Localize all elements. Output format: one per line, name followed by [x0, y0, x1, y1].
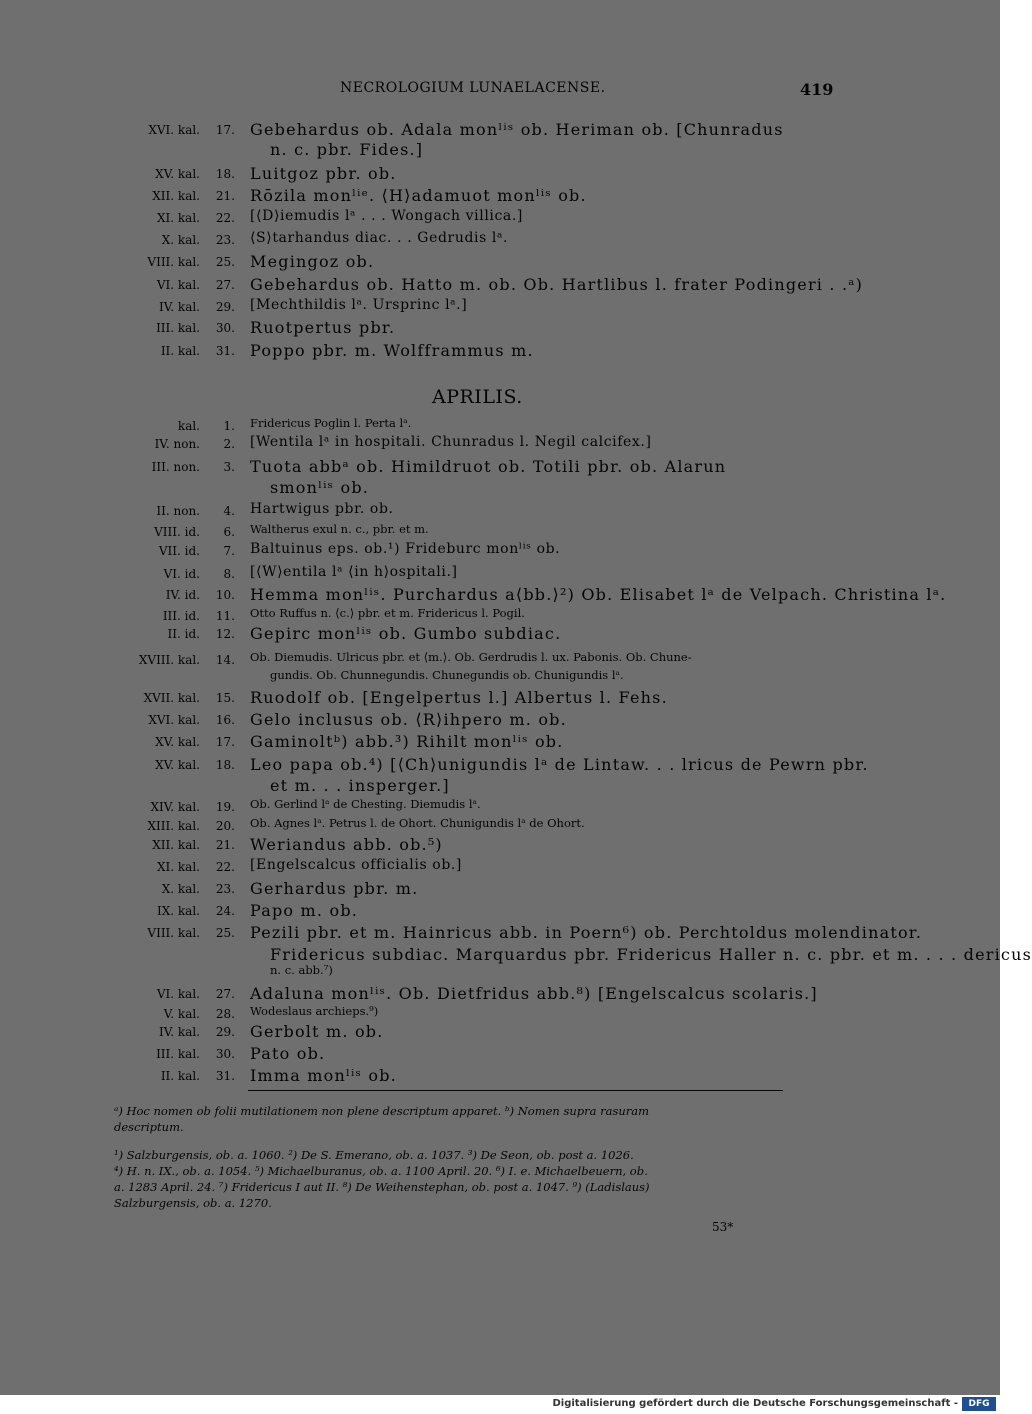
entry-date: IV. kal.: [158, 300, 200, 314]
entry-day: 23.: [215, 233, 235, 247]
entry-day: 25.: [215, 255, 235, 269]
entry-text: Papo m. ob.: [250, 901, 359, 920]
entry-text: ⟨S⟩tarhandus diac. . . Gedrudis lᵃ.: [250, 230, 509, 246]
page-number: 419: [800, 80, 834, 99]
entry-text: Hartwigus pbr. ob.: [250, 501, 394, 517]
entry-text: Poppo pbr. m. Wolfframmus m.: [250, 341, 534, 360]
entry-date: XV. kal.: [155, 758, 200, 772]
entry-date: IX. kal.: [157, 904, 200, 918]
footer-text: Digitalisierung gefördert durch die Deutsche Forschungsgemeinschaft -: [552, 1398, 958, 1409]
entry-text: Ob. Agnes lᵃ. Petrus l. de Ohort. Chunigundis lᵃ de Ohort.: [250, 816, 585, 830]
entry-text: [⟨D⟩iemudis lᵃ . . . Wongach villica.]: [250, 208, 523, 224]
entry-day: 31.: [215, 344, 235, 358]
entry-day: 14.: [215, 653, 235, 667]
entry-date: IV. non.: [154, 437, 200, 451]
entry-day: 12.: [215, 627, 235, 641]
entry-text: Gebehardus ob. Adala monˡⁱˢ ob. Heriman ob. [Chunradus: [250, 120, 784, 139]
entry-day: 18.: [215, 167, 235, 181]
entry-date: XVIII. kal.: [138, 653, 200, 667]
entry-text: [Mechthildis lᵃ. Ursprinc lᵃ.]: [250, 297, 468, 313]
entry-text: [Wentila lᵃ in hospitali. Chunradus l. Negil calcifex.]: [250, 434, 652, 450]
entry-day: 29.: [215, 1025, 235, 1039]
entry-day: 3.: [223, 460, 235, 474]
entry-date: VI. kal.: [156, 987, 200, 1001]
entry-day: 29.: [215, 300, 235, 314]
entry-date: XI. kal.: [157, 211, 200, 225]
entry-date: XIV. kal.: [150, 800, 200, 814]
entry-day: 30.: [215, 1047, 235, 1061]
entry-date: II. kal.: [160, 344, 200, 358]
entry-day: 17.: [215, 123, 235, 137]
footnote-line: a. 1283 April. 24. ⁷) Fridericus I aut II. ⁸) De Weihenstephan, ob. post a. 1047. ⁹) (Ladislaus): [114, 1180, 650, 1194]
entry-text: Gaminoltᵇ) abb.³) Rihilt monˡⁱˢ ob.: [250, 732, 564, 751]
entry-date: III. non.: [151, 460, 200, 474]
entry-text: Pato ob.: [250, 1044, 326, 1063]
entry-date: VI. id.: [163, 567, 200, 581]
entry-date: XVI. kal.: [148, 713, 200, 727]
entry-text: Pezili pbr. et m. Hainricus abb. in Poern⁶) ob. Perchtoldus molendinator.: [250, 923, 923, 942]
entry-date: VIII. kal.: [147, 926, 200, 940]
entry-day: 2.: [223, 437, 235, 451]
entry-date: XII. kal.: [152, 838, 200, 852]
entry-text: Adaluna monˡⁱˢ. Ob. Dietfridus abb.⁸) [Engelscalcus scolaris.]: [250, 984, 818, 1003]
entry-text: Gebehardus ob. Hatto m. ob. Ob. Hartlibus l. frater Podingeri . .ᵃ): [250, 275, 864, 294]
entry-date: X. kal.: [161, 233, 200, 247]
entry-day: 31.: [215, 1069, 235, 1083]
entry-text: Gepirc monˡⁱˢ ob. Gumbo subdiac.: [250, 624, 562, 643]
entry-text: Gerhardus pbr. m.: [250, 879, 419, 898]
entry-date: VII. id.: [158, 544, 200, 558]
entry-day: 27.: [215, 278, 235, 292]
dfg-logo: DFG: [962, 1397, 996, 1411]
entry-day: 1.: [223, 419, 235, 433]
entry-day: 19.: [215, 800, 235, 814]
digitization-footer: [0, 1395, 1000, 1414]
signature-mark: 53*: [712, 1220, 734, 1234]
footnote-line: ¹) Salzburgensis, ob. a. 1060. ²) De S. Emerano, ob. a. 1037. ³) De Seon, ob. post a. 1026.: [114, 1148, 634, 1162]
entry-day: 21.: [215, 838, 235, 852]
entry-day: 24.: [215, 904, 235, 918]
entry-date: XI. kal.: [157, 860, 200, 874]
entry-text: Wodeslaus archieps.⁹): [250, 1004, 379, 1018]
entry-date: VIII. kal.: [147, 255, 200, 269]
entry-text: Megingoz ob.: [250, 252, 375, 271]
entry-day: 4.: [223, 504, 235, 518]
entry-text: Luitgoz pbr. ob.: [250, 164, 397, 183]
entry-date: X. kal.: [161, 882, 200, 896]
entry-text: [Engelscalcus officialis ob.]: [250, 857, 462, 873]
entry-day: 18.: [215, 758, 235, 772]
entry-text: [⟨W⟩entila lᵃ ⟨in h⟩ospitali.]: [250, 564, 458, 580]
entry-continuation: gundis. Ob. Chunnegundis. Chunegundis ob. Chunigundis lᵃ.: [270, 668, 624, 682]
entry-date: III. id.: [162, 609, 200, 623]
entry-text: Fridericus Poglin l. Perta lᵃ.: [250, 416, 412, 430]
entry-text: Waltherus exul n. c., pbr. et m.: [250, 522, 429, 536]
entry-date: XV. kal.: [155, 167, 200, 181]
entry-date: VI. kal.: [156, 278, 200, 292]
entry-date: XVII. kal.: [143, 691, 200, 705]
entry-text: Otto Ruffus n. ⟨c.⟩ pbr. et m. Fridericus l. Pogil.: [250, 606, 525, 620]
footnote-line: ⁴) H. n. IX., ob. a. 1054. ⁵) Michaelburanus, ob. a. 1100 April. 20. ⁶) I. e. Michaelbeuern, ob.: [114, 1164, 648, 1178]
section-title: APRILIS.: [432, 386, 523, 408]
footnote-rule: [248, 1090, 783, 1091]
header-title: NECROLOGIUM LUNAELACENSE.: [340, 80, 606, 96]
entry-text: Ob. Diemudis. Ulricus pbr. et ⟨m.⟩. Ob. Gerdrudis l. ux. Pabonis. Ob. Chune-: [250, 650, 692, 664]
entry-text: Leo papa ob.⁴) [⟨Ch⟩unigundis lᵃ de Lintaw. . . lricus de Pewrn pbr.: [250, 755, 869, 774]
footnote-line: Salzburgensis, ob. a. 1270.: [114, 1196, 272, 1210]
entry-text: Ruodolf ob. [Engelpertus l.] Albertus l. Fehs.: [250, 688, 668, 707]
entry-text: Gerbolt m. ob.: [250, 1022, 384, 1041]
running-header: [0, 80, 1000, 104]
entry-text: Hemma monˡⁱˢ. Purchardus a⟨bb.⟩²) Ob. Elisabet lᵃ de Velpach. Christina lᵃ.: [250, 585, 947, 604]
entry-date: XVI. kal.: [148, 123, 200, 137]
entry-date: V. kal.: [163, 1007, 200, 1021]
entry-text: Rōzila monˡⁱᵉ. ⟨H⟩adamuot monˡⁱˢ ob.: [250, 186, 587, 205]
entry-day: 27.: [215, 987, 235, 1001]
entry-text: Weriandus abb. ob.⁵): [250, 835, 443, 854]
entry-day: 8.: [223, 567, 235, 581]
entry-text: Baltuinus eps. ob.¹) Frideburc monˡⁱˢ ob.: [250, 541, 561, 557]
entry-day: 20.: [215, 819, 235, 833]
entry-day: 6.: [223, 525, 235, 539]
entry-date: VIII. id.: [154, 525, 200, 539]
entry-day: 17.: [215, 735, 235, 749]
footnote-line: descriptum.: [114, 1120, 184, 1134]
entry-day: 21.: [215, 189, 235, 203]
entry-date: III. kal.: [156, 321, 200, 335]
footnote-line: ᵃ) Hoc nomen ob folii mutilationem non plene descriptum apparet. ᵇ) Nomen supra rasuram: [114, 1104, 650, 1118]
entry-day: 30.: [215, 321, 235, 335]
entry-day: 7.: [223, 544, 235, 558]
entry-continuation: smonˡⁱˢ ob.: [270, 478, 370, 497]
entry-day: 28.: [215, 1007, 235, 1021]
entry-date: II. non.: [156, 504, 200, 518]
entry-text: Tuota abbᵃ ob. Himildruot ob. Totili pbr. ob. Alarun: [250, 457, 727, 476]
entry-date: XIII. kal.: [147, 819, 200, 833]
entry-date: IV. kal.: [158, 1025, 200, 1039]
entry-text: Ob. Gerlind lᵃ de Chesting. Diemudis lᵃ.: [250, 797, 481, 811]
entry-day: 22.: [215, 211, 235, 225]
entry-date: II. id.: [167, 627, 200, 641]
entry-date: XII. kal.: [152, 189, 200, 203]
entry-date: II. kal.: [160, 1069, 200, 1083]
entry-date: IV. id.: [165, 588, 200, 602]
entry-day: 25.: [215, 926, 235, 940]
entry-continuation: n. c. pbr. Fides.]: [270, 140, 424, 159]
entry-continuation: et m. . . insperger.]: [270, 776, 450, 795]
entry-date: XV. kal.: [155, 735, 200, 749]
entry-day: 23.: [215, 882, 235, 896]
entry-date: kal.: [177, 419, 200, 433]
entry-text: Gelo inclusus ob. ⟨R⟩ihpero m. ob.: [250, 710, 567, 729]
entry-day: 16.: [215, 713, 235, 727]
entry-text: Ruotpertus pbr.: [250, 318, 396, 337]
entry-date: III. kal.: [156, 1047, 200, 1061]
entry-text: Imma monˡⁱˢ ob.: [250, 1066, 397, 1085]
entry-day: 11.: [215, 609, 235, 623]
entry-day: 10.: [215, 588, 235, 602]
entry-continuation: Fridericus subdiac. Marquardus pbr. Fridericus Haller n. c. pbr. et m. . . . dericus: [270, 945, 1032, 964]
entry-day: 15.: [215, 691, 235, 705]
entry-continuation: n. c. abb.⁷): [270, 963, 333, 977]
entry-day: 22.: [215, 860, 235, 874]
